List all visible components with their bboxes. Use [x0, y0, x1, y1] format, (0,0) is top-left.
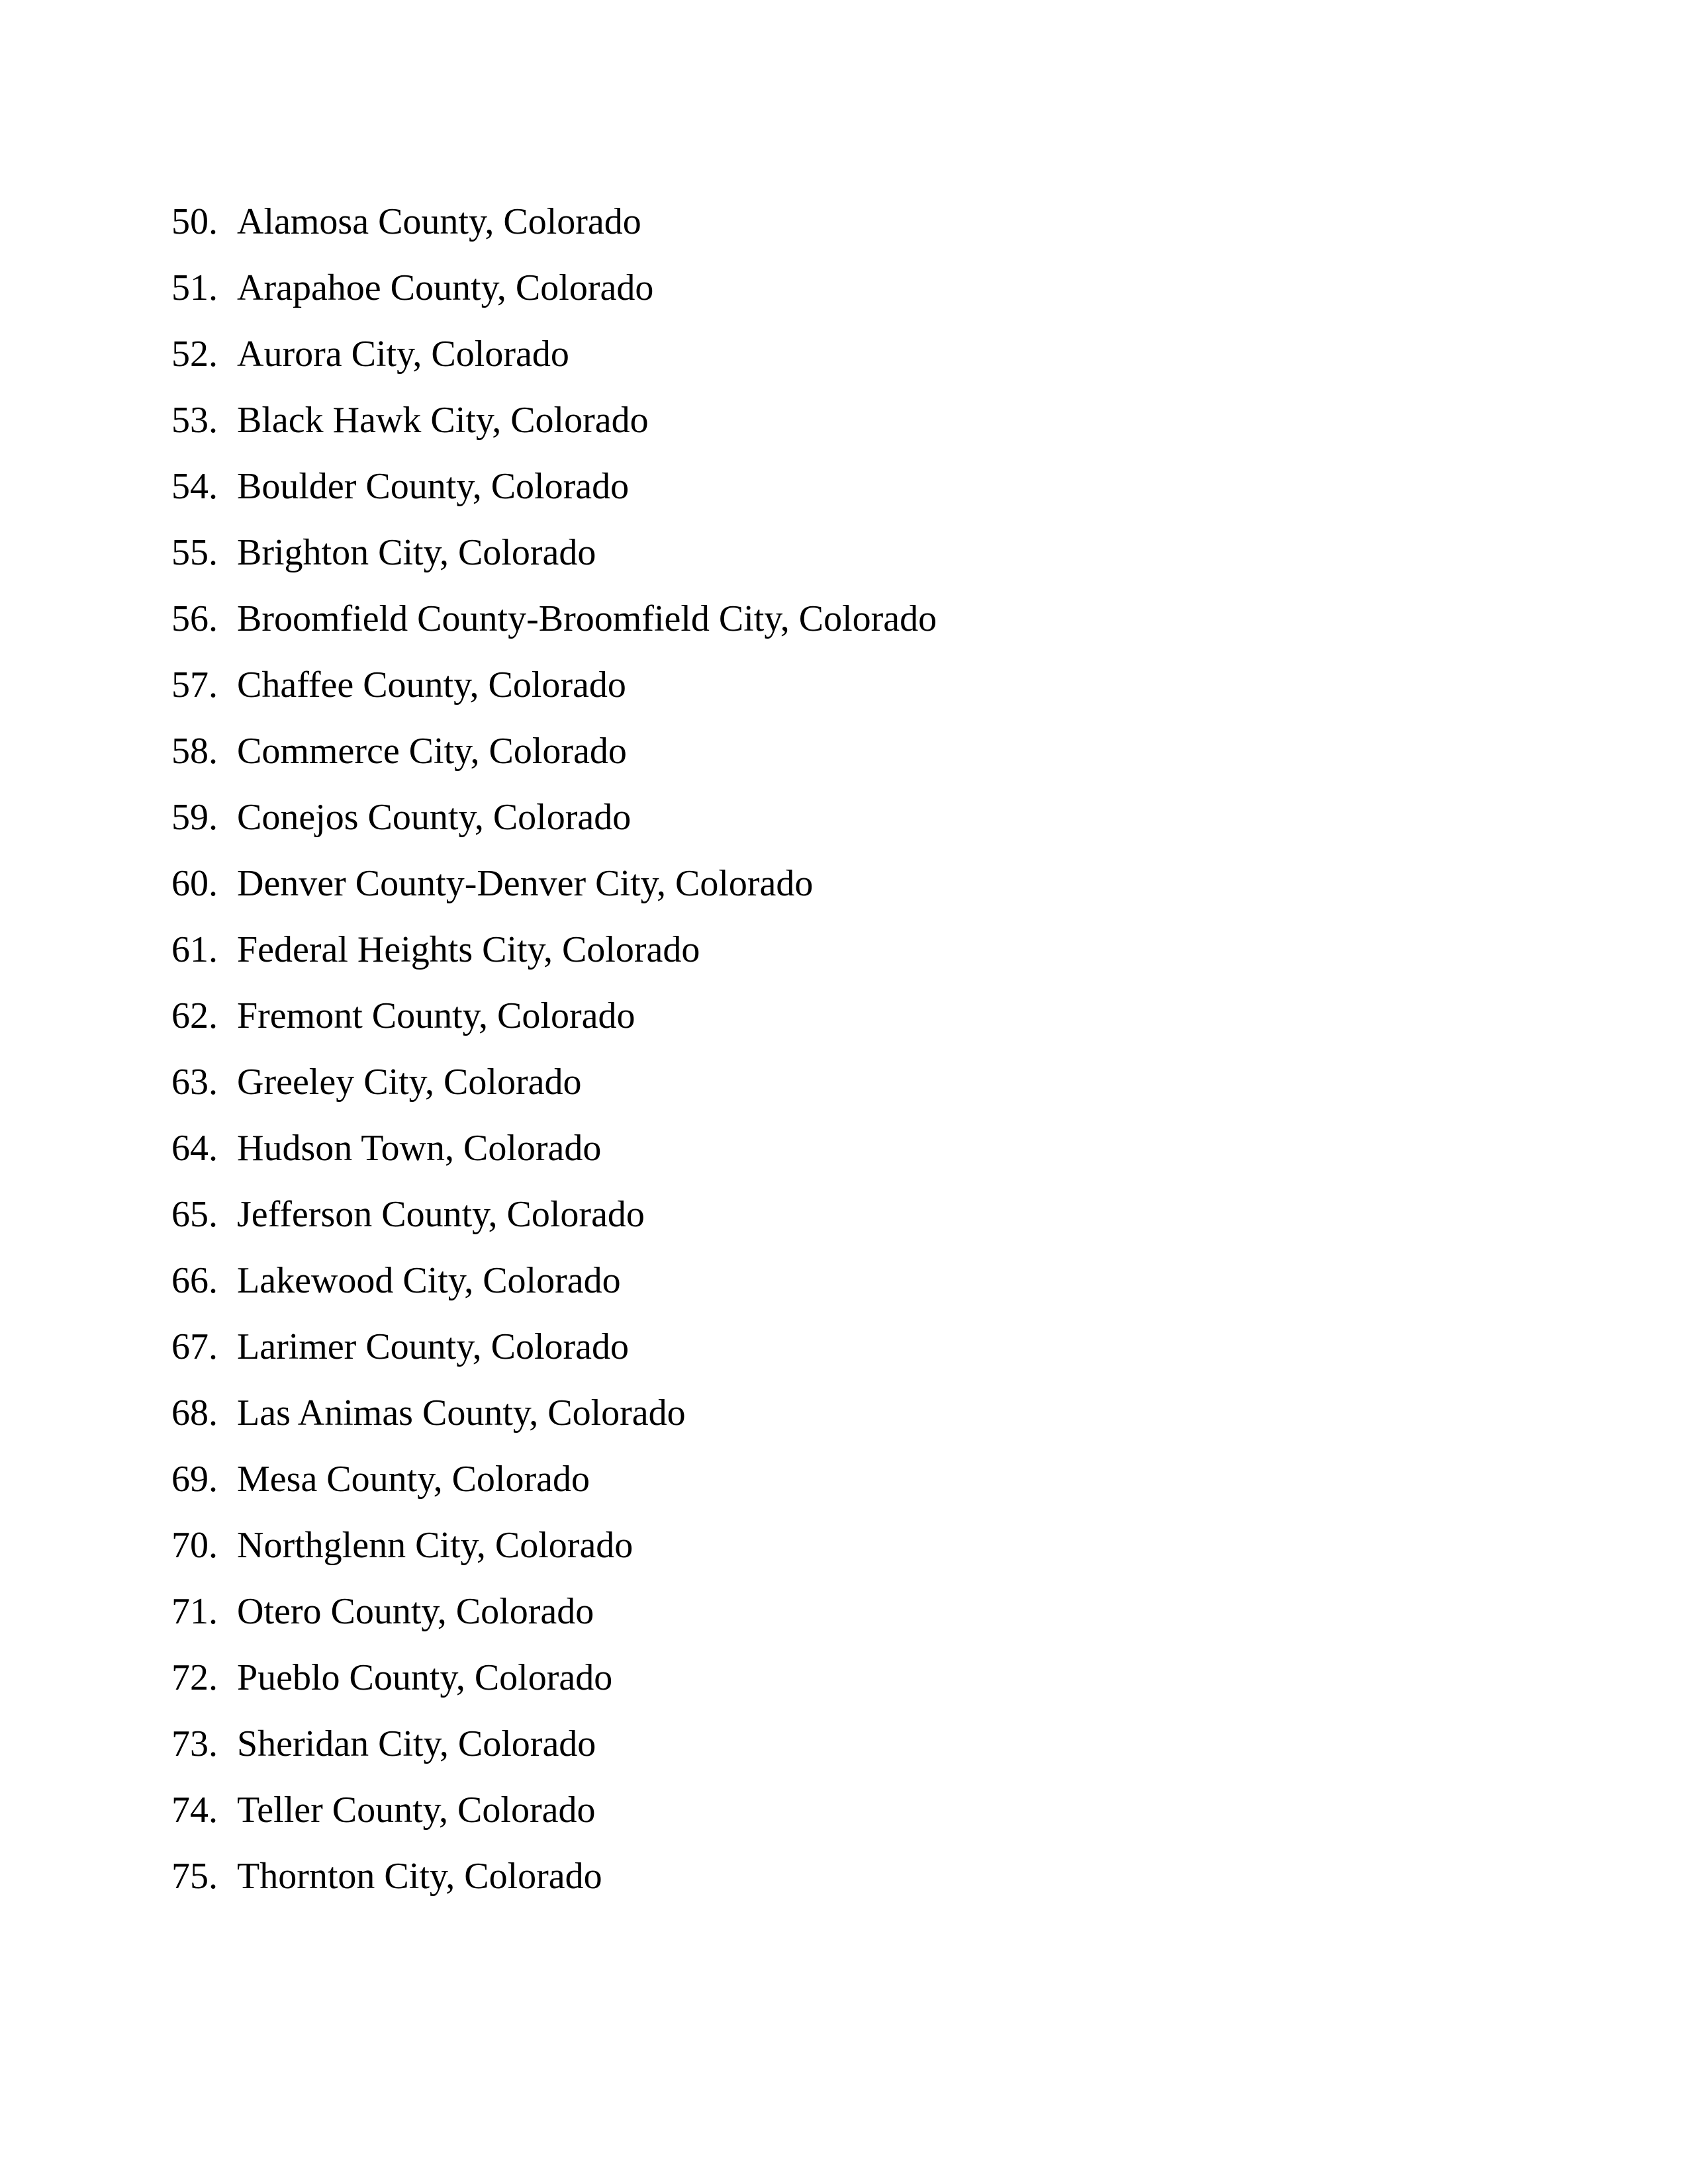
item-number: 50. [171, 201, 218, 242]
item-text: Mesa County, Colorado [237, 1459, 590, 1500]
list-item [171, 1122, 937, 1188]
item-text: Jefferson County, Colorado [237, 1194, 645, 1235]
item-number: 64. [171, 1128, 218, 1169]
item-number: 57. [171, 664, 218, 705]
list-item [171, 923, 937, 989]
list-item [171, 857, 937, 923]
item-text: Alamosa County, Colorado [237, 201, 641, 242]
list-item [171, 592, 937, 659]
item-text: Lakewood City, Colorado [237, 1260, 621, 1301]
item-text: Chaffee County, Colorado [237, 664, 626, 705]
list-item [171, 1784, 937, 1850]
list-item [171, 261, 937, 328]
item-text: Conejos County, Colorado [237, 797, 632, 838]
item-number: 75. [171, 1856, 218, 1897]
item-number: 53. [171, 400, 218, 441]
item-text: Federal Heights City, Colorado [237, 929, 700, 970]
item-number: 74. [171, 1790, 218, 1831]
item-text: Denver County-Denver City, Colorado [237, 863, 814, 904]
item-text: Brighton City, Colorado [237, 532, 596, 573]
list-item [171, 1651, 937, 1717]
list-item [171, 526, 937, 592]
item-number: 69. [171, 1459, 218, 1500]
item-text: Thornton City, Colorado [237, 1856, 602, 1897]
list-item [171, 460, 937, 526]
jurisdiction-list [171, 195, 937, 1916]
item-number: 63. [171, 1062, 218, 1103]
item-number: 51. [171, 267, 218, 308]
item-number: 67. [171, 1326, 218, 1367]
item-number: 72. [171, 1657, 218, 1698]
list-item [171, 1519, 937, 1585]
item-number: 55. [171, 532, 218, 573]
item-text: Broomfield County-Broomfield City, Colorado [237, 598, 937, 639]
list-item [171, 1188, 937, 1254]
list-item [171, 725, 937, 791]
item-text: Sheridan City, Colorado [237, 1723, 596, 1764]
list-item [171, 1387, 937, 1453]
item-number: 59. [171, 797, 218, 838]
item-number: 60. [171, 863, 218, 904]
list-item [171, 1056, 937, 1122]
item-number: 56. [171, 598, 218, 639]
item-number: 68. [171, 1392, 218, 1433]
list-item [171, 394, 937, 460]
item-text: Boulder County, Colorado [237, 466, 630, 507]
item-number: 71. [171, 1591, 218, 1632]
item-text: Northglenn City, Colorado [237, 1525, 633, 1566]
item-number: 73. [171, 1723, 218, 1764]
item-text: Teller County, Colorado [237, 1790, 596, 1831]
item-number: 54. [171, 466, 218, 507]
item-text: Pueblo County, Colorado [237, 1657, 613, 1698]
list-item [171, 1850, 937, 1916]
item-number: 62. [171, 995, 218, 1036]
item-text: Black Hawk City, Colorado [237, 400, 649, 441]
item-text: Hudson Town, Colorado [237, 1128, 602, 1169]
item-number: 65. [171, 1194, 218, 1235]
list-item [171, 659, 937, 725]
item-number: 61. [171, 929, 218, 970]
item-number: 70. [171, 1525, 218, 1566]
item-text: Commerce City, Colorado [237, 731, 627, 772]
list-item [171, 791, 937, 857]
list-item [171, 1717, 937, 1784]
item-text: Arapahoe County, Colorado [237, 267, 654, 308]
item-number: 52. [171, 334, 218, 375]
list-item [171, 1254, 937, 1320]
list-item [171, 989, 937, 1056]
item-text: Fremont County, Colorado [237, 995, 635, 1036]
list-item [171, 1585, 937, 1651]
item-number: 58. [171, 731, 218, 772]
item-number: 66. [171, 1260, 218, 1301]
item-text: Larimer County, Colorado [237, 1326, 630, 1367]
item-text: Otero County, Colorado [237, 1591, 594, 1632]
item-text: Las Animas County, Colorado [237, 1392, 686, 1433]
list-item [171, 1320, 937, 1387]
list-item [171, 328, 937, 394]
list-item [171, 195, 937, 261]
list-item [171, 1453, 937, 1519]
item-text: Greeley City, Colorado [237, 1062, 582, 1103]
item-text: Aurora City, Colorado [237, 334, 569, 375]
